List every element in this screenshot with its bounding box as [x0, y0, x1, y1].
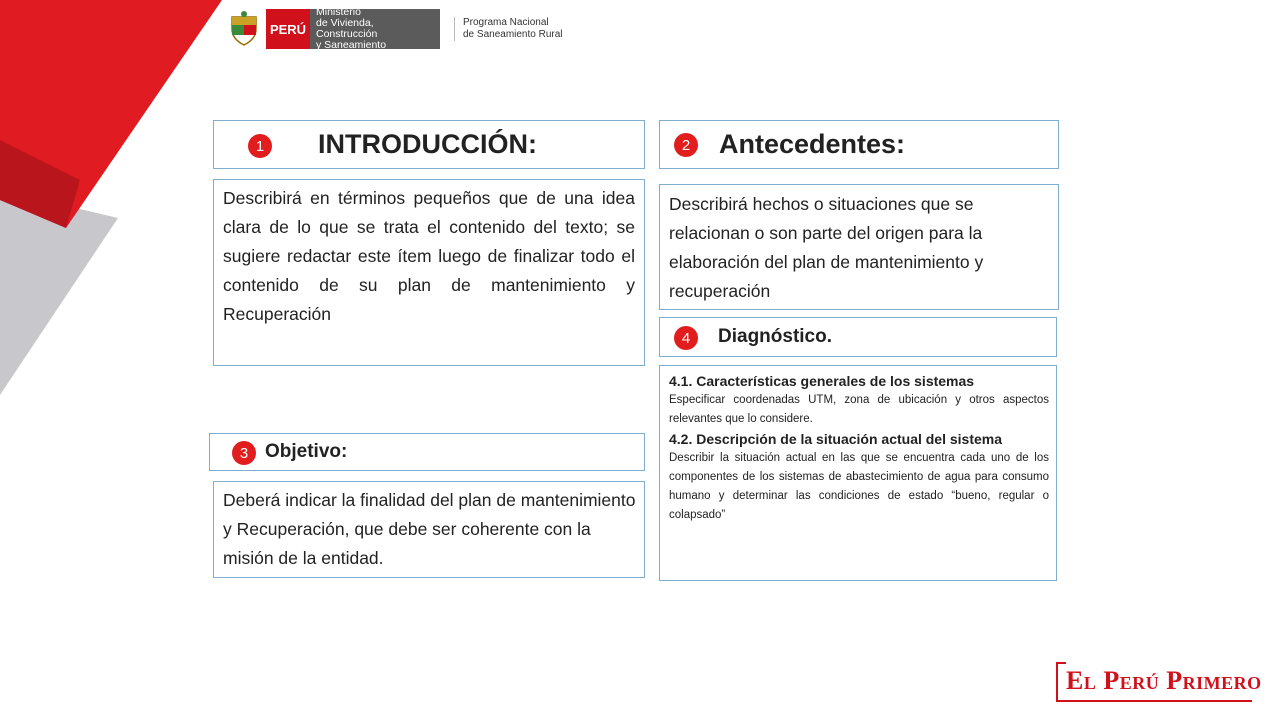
el-peru-primero-logo	[1056, 662, 1262, 702]
antecedentes-title-box	[659, 120, 1059, 169]
diagnostico-sub2-title: 4.2. Descripción de la situación actual del sistema	[669, 431, 1003, 447]
diagnostico-sub1-title: 4.1. Características generales de los sistemas	[669, 373, 975, 389]
ministry-line-3: y Saneamiento	[316, 39, 387, 51]
intro-body-box	[213, 179, 645, 366]
intro-number-badge: 1	[248, 134, 272, 158]
program-line-1: Programa Nacional	[463, 17, 549, 28]
intro-title: INTRODUCCIÓN:	[318, 129, 537, 159]
objetivo-body-box	[213, 481, 645, 578]
diagnostico-title-box	[659, 317, 1057, 357]
ministry-label	[310, 6, 440, 51]
decorative-shapes	[0, 0, 230, 400]
ministry-line-2: de Vivienda, Construcción	[316, 17, 378, 40]
antecedentes-number-badge: 2	[674, 133, 698, 157]
diagnostico-sub2-body: Describir la situación actual en las que se encuentra cada uno de los componentes de los sistemas de abastecimiento de agua para consumo humano y determinar las condiciones de estado “bueno, regular o colapsado”	[669, 452, 1049, 521]
objetivo-title-box	[209, 433, 645, 471]
intro-title-box	[213, 120, 645, 169]
program-line-2: de Saneamiento Rural	[463, 29, 563, 40]
diagnostico-title: Diagnóstico.	[718, 326, 833, 347]
antecedentes-title: Antecedentes:	[719, 129, 906, 159]
antecedentes-body: Describirá hechos o situaciones que se relacionan o son parte del origen para la elaboración del plan de mantenimiento y recuperación	[669, 194, 984, 301]
intro-body: Describirá en términos pequeños que de una idea clara de lo que se trata el contenido del texto; se sugiere redactar este ítem luego de finalizar todo el contenido de su plan de mantenimiento y Recuperación	[223, 188, 635, 324]
program-label	[454, 17, 563, 41]
objetivo-number-badge: 3	[232, 441, 256, 465]
footer-logo-text: El Perú Primero	[1066, 666, 1262, 695]
antecedentes-body-box	[659, 184, 1059, 310]
header-logos	[228, 8, 563, 50]
diagnostico-body-box	[659, 365, 1057, 581]
diagnostico-sub1-body: Especificar coordenadas UTM, zona de ubicación y otros aspectos relevantes que lo considere.	[669, 394, 1049, 425]
objetivo-title: Objetivo:	[265, 441, 348, 462]
logo-accent-bar	[1056, 662, 1066, 664]
ministry-line-1: Ministerio	[316, 6, 361, 18]
diagnostico-number-badge: 4	[674, 326, 698, 350]
coat-of-arms-icon	[228, 11, 260, 47]
peru-label: PERÚ	[266, 9, 310, 49]
objetivo-body: Deberá indicar la finalidad del plan de mantenimiento y Recuperación, que debe ser coherente con la misión de la entidad.	[223, 490, 636, 568]
